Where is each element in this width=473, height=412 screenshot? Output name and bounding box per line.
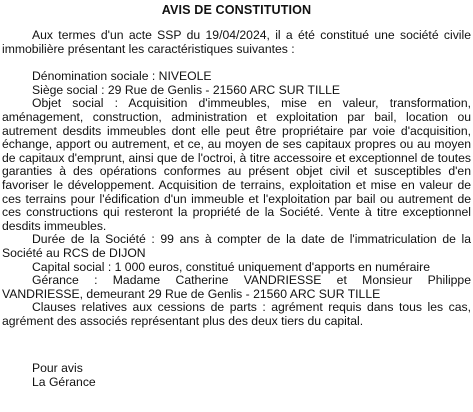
denomination-line: Dénomination sociale : NIVEOLE [32,69,212,84]
clauses-paragraph: Clauses relatives aux cessions de parts : agrément requis dans tous les cas, agrément des associés représentant plus des deux tiers du capital. [2,300,471,328]
gerance-paragraph: Gérance : Madame Catherine VANDRIESSE et Monsieur Philippe VANDRIESSE, demeurant 29 Rue de Genlis - 21560 ARC SUR TILLE [2,273,471,301]
objet-paragraph: Objet social : Acquisition d'immeubles, mise en valeur, transformation, aménagement, construction, administration et exploitation par bail, location ou autrement desdits immeubles dont elle peut être propriétaire par voie d'acquisition, échange, apport ou autrement, et ce, au moyen de ses capitaux propres ou au moyen de capitaux d'emprunt, ainsi que de l'octroi, à titre accessoire et exceptionnel de toutes garanties à des opérations conformes au présent objet civil et susceptibles d'en favoriser le développement. Acquisition de terrains, exploitation et mise en valeur de ces terrains pour l'édification d'un immeuble et l'exploitation par bail ou autrement de ces constructions qui resteront la propriété de la Société. Vente à titre exceptionnel desdits immeubles. [2,96,471,233]
closing-gerance: La Gérance [32,375,96,390]
duree-paragraph: Durée de la Société : 99 ans à compter de la date de l'immatriculation de la Société au RCS de DIJON [2,232,471,260]
capital-line: Capital social : 1 000 euros, constitué uniquement d'apports en numéraire [32,259,430,274]
notice-title: AVIS DE CONSTITUTION [161,3,312,17]
closing-block [2,362,471,389]
closing-pour-avis: Pour avis [32,361,83,376]
notice-intro: Aux termes d'un acte SSP du 19/04/2024, il a été constitué une société civile immobilière présentant les caractéristiques suivantes : [2,28,471,56]
siege-line: Siège social : 29 Rue de Genlis - 21560 ARC SUR TILLE [32,82,341,97]
spacer [2,328,471,362]
